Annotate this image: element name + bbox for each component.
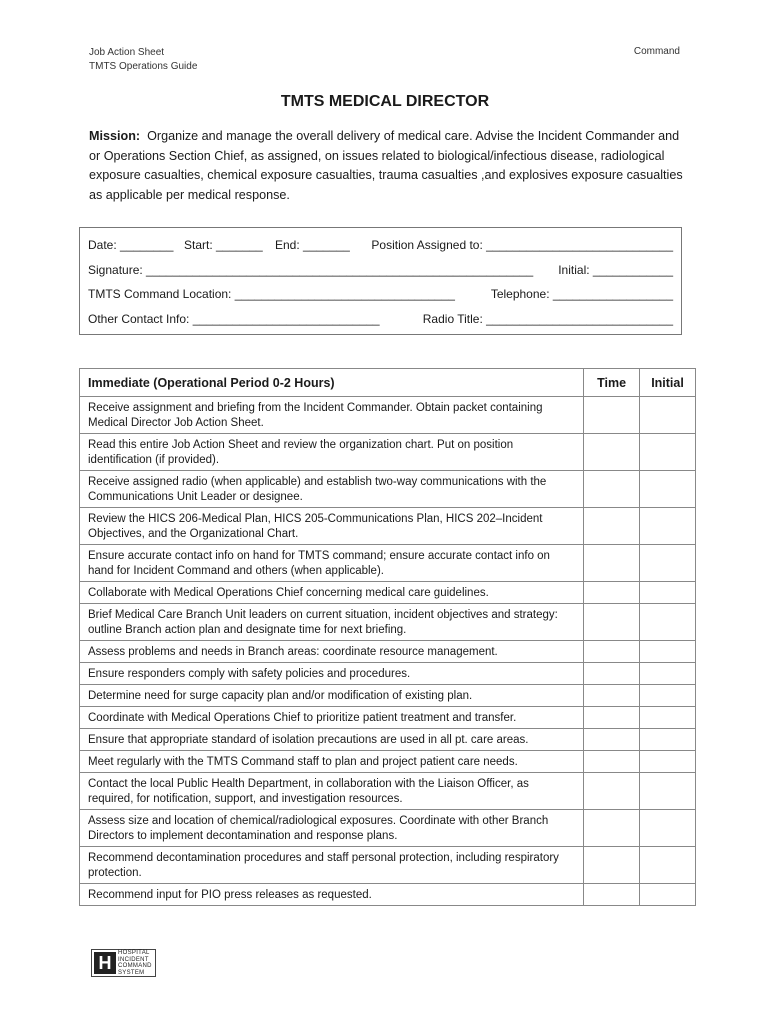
table-row (80, 545, 696, 582)
header-left (89, 46, 197, 74)
task-text: Recommend decontamination procedures and staff personal protection, including respiratory protection. (80, 847, 584, 884)
time-cell[interactable] (584, 434, 640, 471)
time-cell[interactable] (584, 582, 640, 604)
signature-field[interactable]: Signature: __________________________________________________________ (88, 263, 534, 277)
table-row (80, 663, 696, 685)
hics-logo-line: HOSPITAL (118, 950, 150, 956)
task-text: Determine need for surge capacity plan and/or modification of existing plan. (80, 685, 584, 707)
task-text: Review the HICS 206-Medical Plan, HICS 205-Communications Plan, HICS 202–Incident Objectives, and the Organizational Chart. (80, 508, 584, 545)
time-cell[interactable] (584, 884, 640, 906)
time-cell[interactable] (584, 641, 640, 663)
hics-logo (91, 949, 156, 977)
initial-cell[interactable] (640, 582, 696, 604)
hics-logo-line: INCIDENT (118, 956, 149, 963)
task-table (79, 368, 696, 906)
table-row (80, 751, 696, 773)
time-cell[interactable] (584, 751, 640, 773)
info-row-dates (88, 238, 673, 254)
table-row (80, 707, 696, 729)
table-row (80, 641, 696, 663)
initial-cell[interactable] (640, 773, 696, 810)
table-row (80, 582, 696, 604)
task-text: Ensure responders comply with safety policies and procedures. (80, 663, 584, 685)
table-row (80, 471, 696, 508)
hics-logo-line: COMMAND (118, 963, 152, 969)
initial-cell[interactable] (640, 604, 696, 641)
mission-text: Organize and manage the overall delivery of medical care. Advise the Incident Commander and or Operations Section Chief, as assigned, on issues related to biological/infectious disease, radiological exposure casualties, chemical exposure casualties, trauma casualties ,and explosives exposure casualties as applicable per medical response. (89, 129, 683, 202)
task-text: Receive assigned radio (when applicable) and establish two-way communications with the Communications Unit Leader or designee. (80, 471, 584, 508)
task-text: Assess size and location of chemical/radiological exposures. Coordinate with other Branch Directors to implement decontamination and response plans. (80, 810, 584, 847)
task-text: Ensure accurate contact info on hand for TMTS command; ensure accurate contact info on hand for Incident Command and others (when applicable). (80, 545, 584, 582)
assignment-info-box (79, 227, 682, 335)
hics-logo-line: SYSTEM (118, 969, 145, 976)
time-cell[interactable] (584, 847, 640, 884)
initial-cell[interactable] (640, 751, 696, 773)
initial-cell[interactable] (640, 685, 696, 707)
task-text: Assess problems and needs in Branch areas: coordinate resource management. (80, 641, 584, 663)
initial-field[interactable]: Initial: ____________ (558, 263, 673, 277)
time-column-header: Time (584, 369, 640, 397)
date-field[interactable]: Date: ________ (88, 238, 174, 252)
hics-logo-text (118, 950, 152, 976)
info-row-location (88, 287, 673, 303)
initial-cell[interactable] (640, 471, 696, 508)
table-row (80, 884, 696, 906)
time-cell[interactable] (584, 604, 640, 641)
initial-cell[interactable] (640, 641, 696, 663)
initial-cell[interactable] (640, 847, 696, 884)
time-cell[interactable] (584, 707, 640, 729)
table-row (80, 729, 696, 751)
mission-statement (89, 127, 689, 205)
page-title: TMTS MEDICAL DIRECTOR (280, 93, 490, 110)
position-field[interactable]: Position Assigned to: ____________________________ (371, 238, 673, 252)
initial-column-header: Initial (640, 369, 696, 397)
time-cell[interactable] (584, 397, 640, 434)
time-cell[interactable] (584, 508, 640, 545)
task-text: Contact the local Public Health Department, in collaboration with the Liaison Officer, as required, for notification, support, and investigation resources. (80, 773, 584, 810)
period-heading: Immediate (Operational Period 0-2 Hours) (80, 369, 584, 397)
table-row (80, 434, 696, 471)
initial-cell[interactable] (640, 810, 696, 847)
table-row (80, 397, 696, 434)
telephone-field[interactable]: Telephone: __________________ (490, 287, 673, 301)
info-row-contact (88, 312, 673, 328)
task-text: Receive assignment and briefing from the Incident Commander. Obtain packet containing Medical Director Job Action Sheet. (80, 397, 584, 434)
mission-label: Mission: (89, 129, 141, 143)
table-row (80, 847, 696, 884)
table-row (80, 508, 696, 545)
task-text: Brief Medical Care Branch Unit leaders on current situation, incident objectives and strategy: outline Branch action plan and designate time for next briefing. (80, 604, 584, 641)
task-text: Recommend input for PIO press releases as requested. (80, 884, 584, 906)
initial-cell[interactable] (640, 508, 696, 545)
initial-cell[interactable] (640, 707, 696, 729)
header-doc-type: Job Action Sheet (89, 47, 165, 58)
other-contact-field[interactable]: Other Contact Info: ____________________________ (88, 312, 380, 326)
table-row (80, 685, 696, 707)
table-row (80, 773, 696, 810)
command-location-field[interactable]: TMTS Command Location: _________________________________ (88, 287, 455, 301)
initial-cell[interactable] (640, 884, 696, 906)
time-cell[interactable] (584, 663, 640, 685)
start-field[interactable]: Start: _______ (184, 238, 263, 252)
task-text: Meet regularly with the TMTS Command staff to plan and project patient care needs. (80, 751, 584, 773)
initial-cell[interactable] (640, 545, 696, 582)
radio-title-field[interactable]: Radio Title: ____________________________ (422, 312, 673, 326)
header-section: Command (633, 46, 680, 57)
task-text: Ensure that appropriate standard of isolation precautions are used in all pt. care areas. (80, 729, 584, 751)
task-table-header (80, 369, 696, 397)
table-row (80, 604, 696, 641)
time-cell[interactable] (584, 545, 640, 582)
initial-cell[interactable] (640, 729, 696, 751)
time-cell[interactable] (584, 810, 640, 847)
task-text: Collaborate with Medical Operations Chief concerning medical care guidelines. (80, 582, 584, 604)
initial-cell[interactable] (640, 434, 696, 471)
info-row-signature (88, 263, 673, 279)
time-cell[interactable] (584, 773, 640, 810)
header-guide-name: TMTS Operations Guide (89, 61, 198, 72)
time-cell[interactable] (584, 729, 640, 751)
time-cell[interactable] (584, 471, 640, 508)
initial-cell[interactable] (640, 397, 696, 434)
end-field[interactable]: End: _______ (275, 238, 350, 252)
table-row (80, 810, 696, 847)
hics-logo-letter: H (94, 952, 116, 974)
task-text: Read this entire Job Action Sheet and review the organization chart. Put on position identification (if provided). (80, 434, 584, 471)
time-cell[interactable] (584, 685, 640, 707)
initial-cell[interactable] (640, 663, 696, 685)
task-text: Coordinate with Medical Operations Chief to prioritize patient treatment and transfer. (80, 707, 584, 729)
